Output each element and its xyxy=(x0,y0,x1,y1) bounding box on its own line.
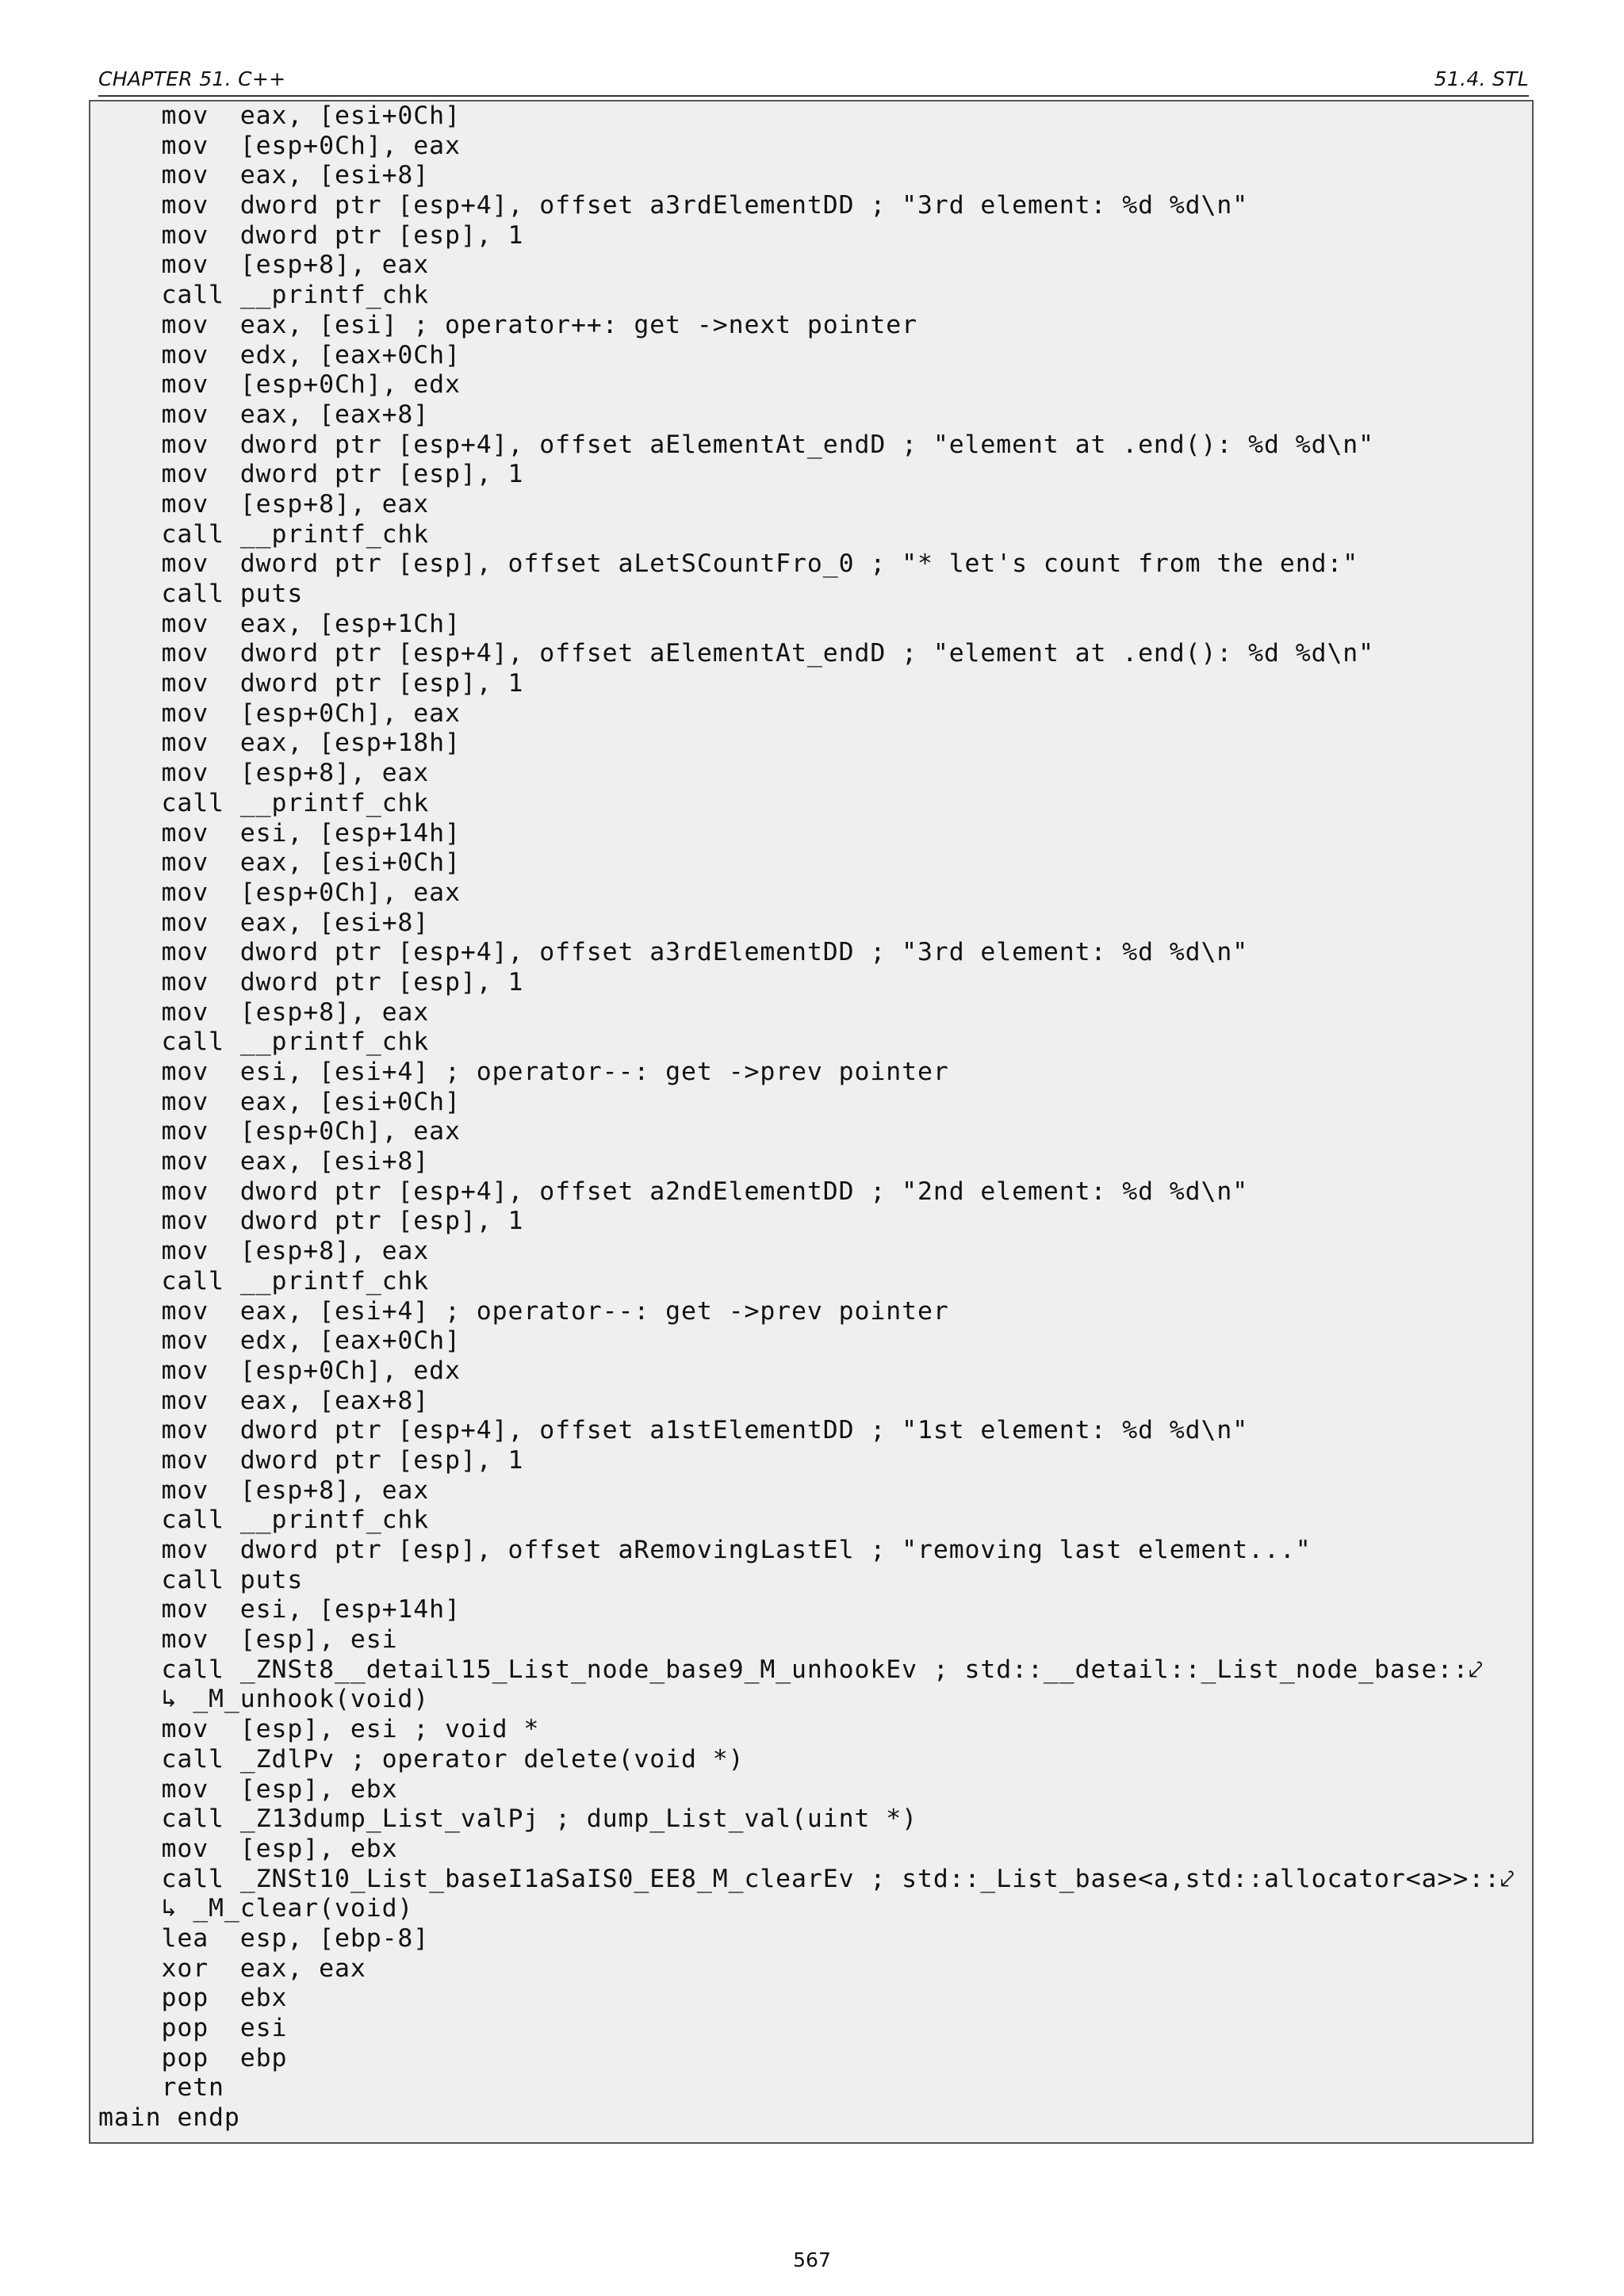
code-line: call __printf_chk xyxy=(98,1506,430,1535)
code-line: mov eax, [esi+8] xyxy=(98,161,430,190)
code-line: mov eax, [esi+8] xyxy=(98,1147,430,1177)
code-line: call __printf_chk xyxy=(98,1266,430,1295)
code-line: xor eax, eax xyxy=(98,1954,366,1983)
code-line: mov eax, [esi+0Ch] xyxy=(98,101,461,130)
code-line: mov dword ptr [esp], 1 xyxy=(98,669,524,698)
code-lines xyxy=(98,101,1515,2133)
code-line: mov eax, [esp+18h] xyxy=(98,729,461,758)
code-line: pop esi xyxy=(98,2014,288,2042)
code-line: mov [esp+8], eax xyxy=(98,1475,430,1505)
code-line: mov dword ptr [esp], 1 xyxy=(98,220,524,250)
code-line: mov [esp+0Ch], eax xyxy=(98,131,461,160)
code-line: mov [esp+8], eax xyxy=(98,489,430,519)
code-line: mov esi, [esi+4] ; operator--: get ->prev pointer xyxy=(98,1058,949,1086)
code-line: mov dword ptr [esp], 1 xyxy=(98,1445,524,1475)
code-line: mov dword ptr [esp], offset aRemovingLastEl ; "removing last element..." xyxy=(98,1536,1312,1564)
code-line: mov dword ptr [esp], 1 xyxy=(98,460,524,489)
code-line: mov [esp+0Ch], eax xyxy=(98,878,461,907)
code-line: mov eax, [esi+0Ch] xyxy=(98,848,461,878)
page-number: 567 xyxy=(793,2248,831,2271)
code-line: ↳ _M_clear(void) xyxy=(98,1894,414,1923)
code-line: mov [esp+8], eax xyxy=(98,997,430,1027)
code-line: mov [esp+8], eax xyxy=(98,759,430,788)
code-line: ↳ _M_unhook(void) xyxy=(98,1685,430,1714)
code-line: mov edx, [eax+0Ch] xyxy=(98,1326,461,1356)
code-line: mov dword ptr [esp], 1 xyxy=(98,967,524,997)
code-line: mov [esp], ebx xyxy=(98,1834,398,1863)
code-line: mov esi, [esp+14h] xyxy=(98,1595,461,1624)
code-line: mov eax, [esi] ; operator++: get ->next pointer xyxy=(98,310,917,339)
chapter-title: CHAPTER 51. C++ xyxy=(98,67,286,90)
code-line: mov [esp+8], eax xyxy=(98,1237,430,1266)
code-line: main endp xyxy=(98,2103,240,2133)
code-line: mov dword ptr [esp+4], offset a1stElementDD ; "1st element: %d %d\n" xyxy=(98,1416,1249,1445)
code-line: mov dword ptr [esp+4], offset aElementAt_endD ; "element at .end(): %d %d\n" xyxy=(98,430,1375,459)
code-line: call puts xyxy=(98,1565,304,1594)
code-line: mov dword ptr [esp], 1 xyxy=(98,1207,524,1236)
code-line: mov eax, [eax+8] xyxy=(98,400,430,429)
code-line: call _ZNSt8__detail15_List_node_base9_M_unhookEv ; std::__detail::_List_node_base::⤦ xyxy=(98,1655,1484,1684)
code-line: call puts xyxy=(98,580,304,608)
code-line: mov eax, [esi+4] ; operator--: get ->prev pointer xyxy=(98,1296,949,1326)
code-line: mov edx, [eax+0Ch] xyxy=(98,340,461,369)
code-line: mov [esp], esi ; void * xyxy=(98,1715,540,1744)
code-line: mov [esp+8], eax xyxy=(98,251,430,280)
code-line: mov dword ptr [esp+4], offset aElementAt_endD ; "element at .end(): %d %d\n" xyxy=(98,639,1375,668)
code-listing xyxy=(89,100,1534,2144)
code-line: mov dword ptr [esp+4], offset a2ndElementDD ; "2nd element: %d %d\n" xyxy=(98,1177,1249,1206)
code-line: mov [esp], esi xyxy=(98,1625,398,1655)
code-line: call __printf_chk xyxy=(98,281,430,310)
code-line: mov dword ptr [esp+4], offset a3rdElementDD ; "3rd element: %d %d\n" xyxy=(98,191,1249,220)
code-line: call _ZNSt10_List_baseI1aSaIS0_EE8_M_clearEv ; std::_List_base<a,std::allocator<a>>::⤦ xyxy=(98,1864,1515,1893)
code-line: pop ebx xyxy=(98,1984,288,2013)
code-line: pop ebp xyxy=(98,2043,288,2072)
code-line: call _ZdlPv ; operator delete(void *) xyxy=(98,1744,745,1774)
code-line: mov eax, [esp+1Ch] xyxy=(98,609,461,638)
code-line: lea esp, [ebp-8] xyxy=(98,1923,430,1953)
section-title: 51.4. STL xyxy=(1434,67,1529,90)
code-line: mov [esp+0Ch], edx xyxy=(98,370,461,400)
code-line: mov eax, [eax+8] xyxy=(98,1386,430,1415)
code-line: mov [esp], ebx xyxy=(98,1774,398,1804)
code-line: mov [esp+0Ch], eax xyxy=(98,698,461,728)
code-line: mov eax, [esi+8] xyxy=(98,908,430,937)
code-line: mov dword ptr [esp+4], offset a3rdElementDD ; "3rd element: %d %d\n" xyxy=(98,938,1249,967)
code-line: mov [esp+0Ch], edx xyxy=(98,1356,461,1385)
code-line: mov dword ptr [esp], offset aLetSCountFro_0 ; "* let's count from the end:" xyxy=(98,549,1359,579)
code-line: mov [esp+0Ch], eax xyxy=(98,1117,461,1146)
code-line: call __printf_chk xyxy=(98,519,430,549)
code-line: mov eax, [esi+0Ch] xyxy=(98,1087,461,1116)
page-header xyxy=(98,68,1529,97)
code-line: call __printf_chk xyxy=(98,788,430,817)
code-line: call __printf_chk xyxy=(98,1027,430,1057)
code-line: call _Z13dump_List_valPj ; dump_List_val(uint *) xyxy=(98,1804,917,1834)
code-line: mov esi, [esp+14h] xyxy=(98,818,461,848)
code-line: retn xyxy=(98,2073,224,2103)
